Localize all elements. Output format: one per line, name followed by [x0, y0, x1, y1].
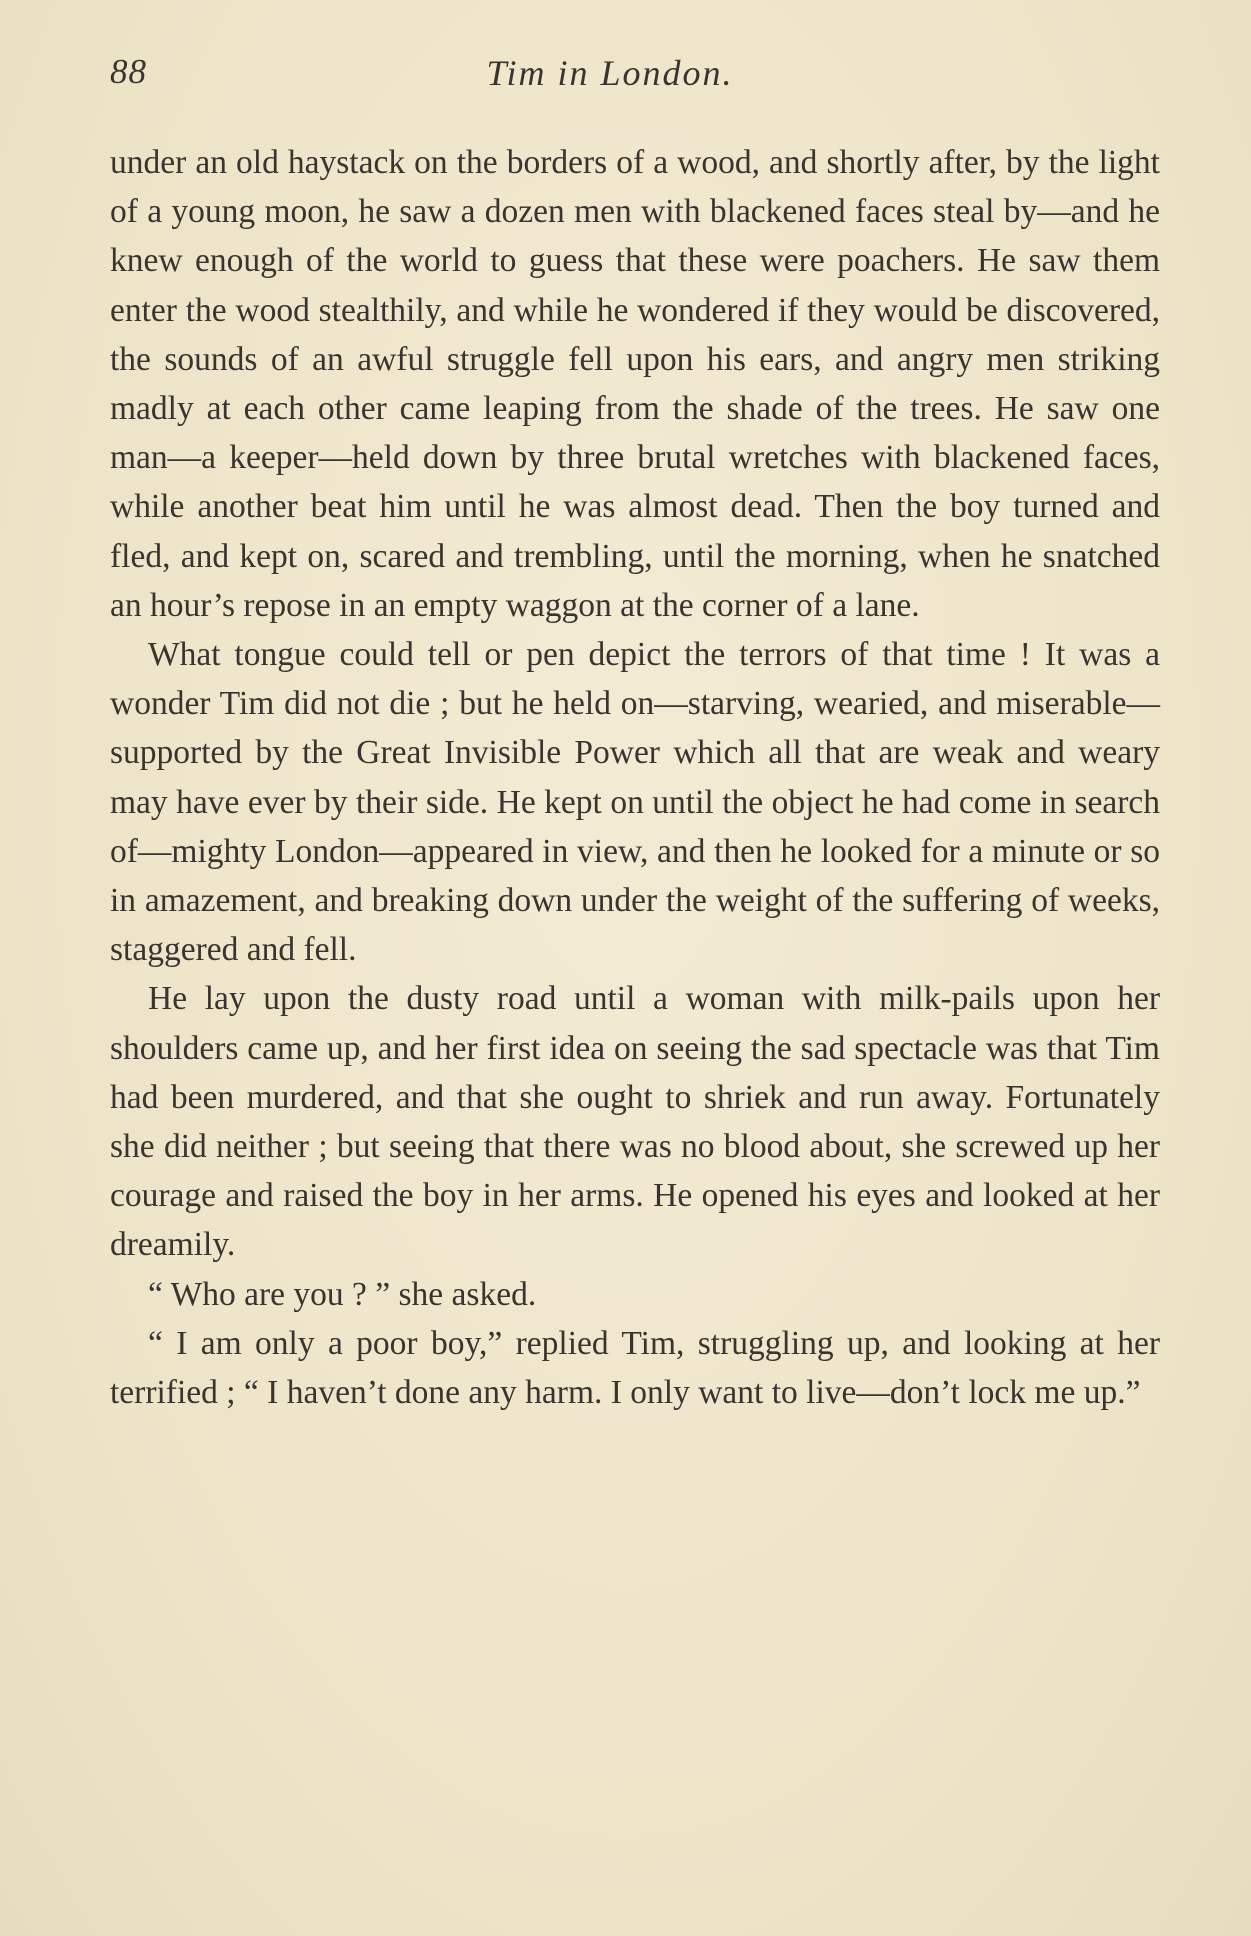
- paragraph: He lay upon the dusty road until a woman with milk-pails upon her shoulders came up, and her first idea on seeing the sad spectacle was that Tim had been murdered, and that she ought to shriek and run away. Fortunately she did neither ; but seeing that there was no blood about, she screwed up her courage and raised the boy in her arms. He opened his eyes and looked at her dreamily.: [110, 980, 1160, 1264]
- paragraph-continuation: under an old haystack on the borders of a wood, and shortly after, by the light of a young moon, he saw a dozen men with blackened faces steal by—and he knew enough of the world to guess that these were poachers. He saw them enter the wood stealthily, and while he wondered if they would be discovered, the sounds of an awful struggle fell upon his ears, and angry men striking madly at each other came leaping from the shade of the trees. He saw one man—a keeper—held down by three brutal wretches with blackened faces, while another beat him until he was almost dead. Then the boy turned and fled, and kept on, scared and trembling, until the morning, when he snatched an hour’s repose in an empty waggon at the corner of a lane.: [110, 144, 1160, 624]
- dialogue-paragraph: “ I am only a poor boy,” replied Tim, struggling up, and looking at her terrified ; “ I haven’t done any harm. I only want to live—don’t lock me up.”: [110, 1324, 1160, 1412]
- running-title: Tim in London.: [486, 53, 734, 93]
- page-header: [110, 52, 1160, 102]
- dialogue-paragraph: “ Who are you ? ” she asked.: [148, 1275, 537, 1313]
- paragraph: What tongue could tell or pen depict the terrors of that time ! It was a wonder Tim did not die ; but he held on—starving, wearied, and miserable—supported by the Great Invisible Power which all that are weak and weary may have ever by their side. He kept on until the object he had come in search of—mighty London—appeared in view, and then he looked for a minute or so in amazement, and breaking down under the weight of the suffering of weeks, staggered and fell.: [110, 636, 1160, 969]
- body-text: [110, 138, 1160, 1417]
- page-number: 88: [110, 52, 147, 91]
